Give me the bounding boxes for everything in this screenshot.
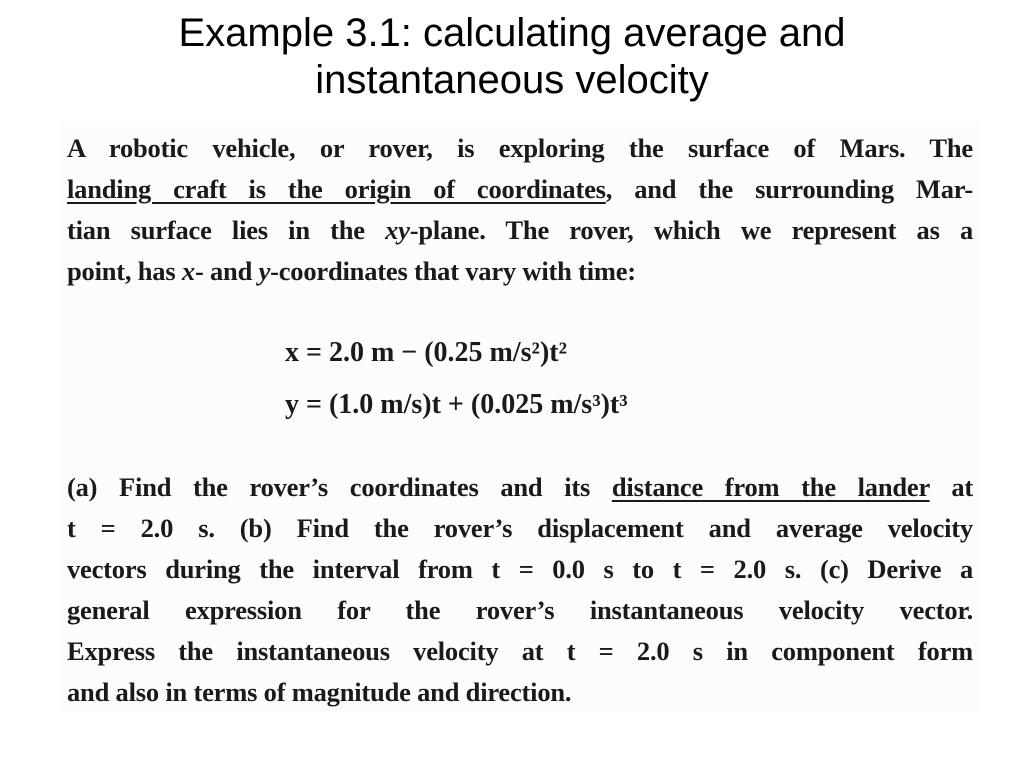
question-line-4: general expression for the rover’s instantaneous velocity vector. [67,595,973,625]
title-line-2: instantaneous velocity [315,58,709,102]
equation-y: y = (1.0 m/s)t + (0.025 m/s³)t³ [285,389,628,420]
title-line-1: Example 3.1: calculating average and [178,11,846,55]
question-line-1: (a) Find the rover’s coordinates and its distance from the lander at [67,472,974,502]
question-line-6: and also in terms of magnitude and direction. [67,677,572,707]
question-line-2: t = 2.0 s. (b) Find the rover’s displacement and average velocity [67,513,973,543]
intro-line-1: A robotic vehicle, or rover, is exploring the surface of Mars. The [67,133,973,163]
variable-y: y [258,256,271,286]
variable-x: x [181,256,195,286]
equation-x: x = 2.0 m − (0.25 m/s²)t² [285,337,567,368]
intro-line-4: point, has x- and y-coordinates that vary with time: [67,256,636,286]
underlined-phrase-distance: distance from the lander [611,472,930,502]
equations-block [285,327,628,431]
variable-xy: xy [385,215,410,245]
question-paragraph [67,467,973,713]
textbook-excerpt-image [60,122,980,712]
intro-paragraph [67,128,973,292]
underlined-phrase: landing craft is the origin of coordinates [67,174,606,204]
question-line-3: vectors during the interval from t = 0.0 s to t = 2.0 s. (c) Derive a [67,554,973,584]
slide-title [0,10,1024,104]
question-line-5: Express the instantaneous velocity at t = 2.0 s in component form [67,636,973,666]
intro-line-3: tian surface lies in the xy-plane. The rover, which we represent as a [67,215,973,245]
intro-line-2: landing craft is the origin of coordinates, and the surrounding Mar- [67,174,973,204]
